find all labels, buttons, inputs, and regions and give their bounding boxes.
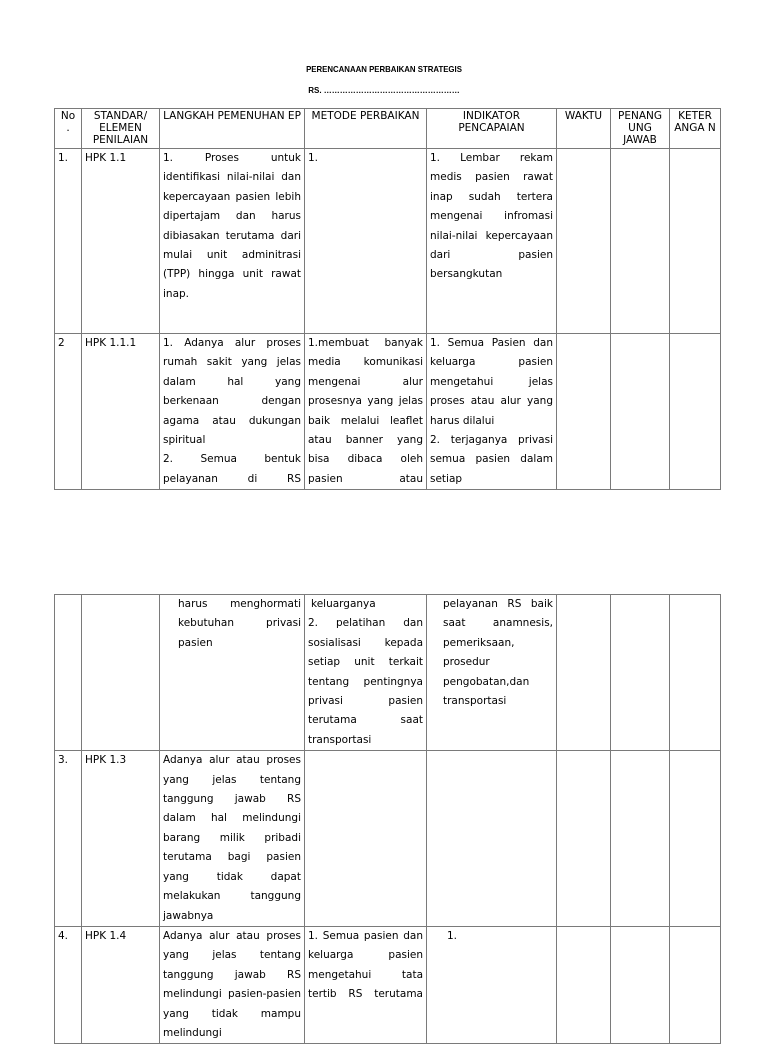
cell-waktu: [557, 334, 611, 490]
indikator-item: 1. Semua Pasien dan keluarga pasien mengetahui jelas proses atau alur yang harus dilalui: [430, 337, 553, 427]
table-header-row: [55, 109, 721, 149]
cell-standar: HPK 1.3: [82, 751, 160, 927]
strategic-plan-table-page-1: [54, 108, 721, 490]
cell-waktu: [557, 926, 611, 1043]
cell-indikator: 1. Lembar rekam medis pasien rawat inap sudah tertera mengenai infromasi nilai-nilai kepercayaan dari pasien bersangkutan: [427, 149, 557, 334]
cell-metode: 1.: [305, 149, 427, 334]
table-row: [55, 595, 721, 751]
cell-no: 1.: [55, 149, 82, 334]
header-keterangan: KETER ANGA N: [670, 109, 721, 149]
cell-standar: HPK 1.1.1: [82, 334, 160, 490]
cell-standar: HPK 1.1: [82, 149, 160, 334]
cell-waktu: [557, 595, 611, 751]
header-penanggung-jawab: PENANG UNG JAWAB: [611, 109, 670, 149]
cell-no: 2: [55, 334, 82, 490]
cell-metode: [305, 751, 427, 927]
document-title: PERENCANAAN PERBAIKAN STRATEGIS: [306, 64, 462, 74]
cell-waktu: [557, 751, 611, 927]
cell-indikator: [427, 334, 557, 490]
cell-penanggung-jawab: [611, 149, 670, 334]
header-metode: METODE PERBAIKAN: [305, 109, 427, 149]
cell-standar: HPK 1.4: [82, 926, 160, 1043]
cell-penanggung-jawab: [611, 334, 670, 490]
cell-penanggung-jawab: [611, 595, 670, 751]
metode-item: keluarganya: [311, 598, 376, 610]
cell-keterangan: [670, 751, 721, 927]
cell-langkah: 1. Proses untuk identifikasi nilai-nilai dan kepercayaan pasien lebih dipertajam dan harus dibiasakan terutama dari mulai unit adminitrasi (TPP) hingga unit rawat inap.: [160, 149, 305, 334]
header-waktu: WAKTU: [557, 109, 611, 149]
cell-indikator: 1.: [427, 926, 557, 1043]
cell-metode: [305, 595, 427, 751]
cell-penanggung-jawab: [611, 926, 670, 1043]
strategic-plan-table-page-2: [54, 594, 721, 1044]
table-row: [55, 751, 721, 927]
cell-no: 3.: [55, 751, 82, 927]
cell-keterangan: [670, 149, 721, 334]
cell-no: 4.: [55, 926, 82, 1043]
cell-penanggung-jawab: [611, 751, 670, 927]
cell-langkah: Adanya alur atau proses yang jelas tentang tanggung jawab RS melindungi pasien-pasien yang tidak mampu melindungi: [160, 926, 305, 1043]
langkah-item: 1. Adanya alur proses rumah sakit yang jelas dalam hal yang berkenaan dengan agama atau dukungan spiritual: [163, 337, 301, 447]
cell-indikator: pelayanan RS baik saat anamnesis, pemeriksaan, prosedur pengobatan,dan transportasi: [427, 595, 557, 751]
cell-waktu: [557, 149, 611, 334]
header-langkah: LANGKAH PEMENUHAN EP: [160, 109, 305, 149]
cell-langkah: Adanya alur atau proses yang jelas tentang tanggung jawab RS dalam hal melindungi barang milik pribadi terutama bagi pasien yang tidak dapat melakukan tanggung jawabnya: [160, 751, 305, 927]
cell-no: [55, 595, 82, 751]
cell-langkah: [160, 334, 305, 490]
cell-langkah: harus menghormati kebutuhan privasi pasien: [160, 595, 305, 751]
indikator-item: 2. terjaganya privasi semua pasien dalam setiap: [430, 434, 553, 485]
cell-indikator: [427, 751, 557, 927]
table-row: [55, 149, 721, 334]
langkah-item: 2. Semua bentuk pelayanan di RS: [163, 453, 301, 485]
table-row: [55, 926, 721, 1043]
cell-keterangan: [670, 595, 721, 751]
table-row: [55, 334, 721, 490]
cell-metode: 1.membuat banyak media komunikasi mengenai alur prosesnya yang jelas baik melalui leaflet atau banner yang bisa dibaca oleh pasien atau: [305, 334, 427, 490]
cell-keterangan: [670, 334, 721, 490]
header-no: No .: [55, 109, 82, 149]
header-indikator: INDIKATOR PENCAPAIAN: [427, 109, 557, 149]
metode-item: 2. pelatihan dan sosialisasi kepada setiap unit terkait tentang pentingnya privasi pasien terutama saat transportasi: [308, 617, 423, 746]
cell-keterangan: [670, 926, 721, 1043]
header-standar: STANDAR/ ELEMEN PENILAIAN: [82, 109, 160, 149]
cell-metode: 1. Semua pasien dan keluarga pasien mengetahui tata tertib RS terutama: [305, 926, 427, 1043]
document-subtitle: RS. ……………………………………………: [308, 86, 460, 95]
cell-standar: [82, 595, 160, 751]
